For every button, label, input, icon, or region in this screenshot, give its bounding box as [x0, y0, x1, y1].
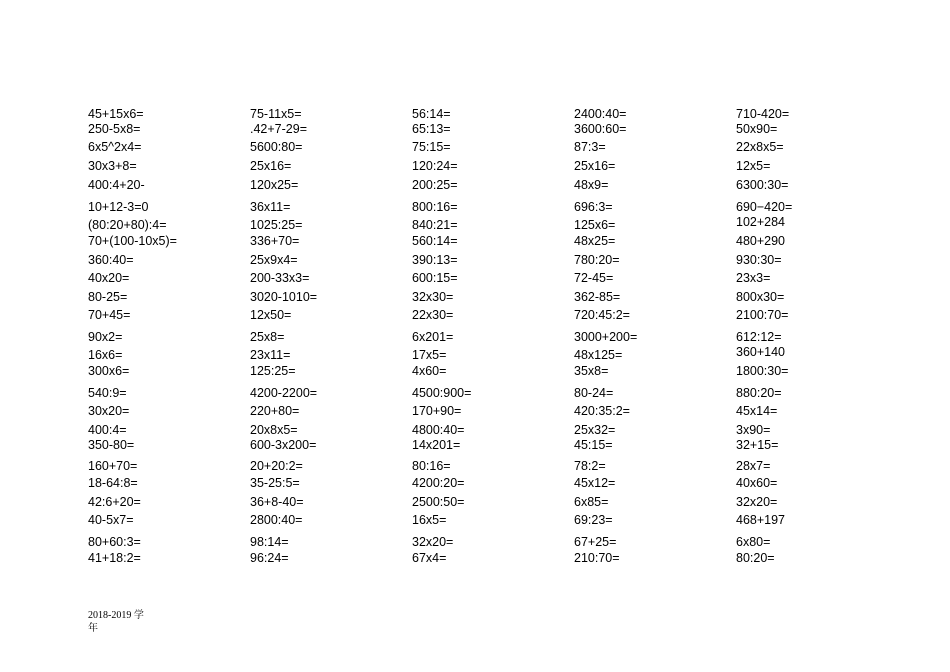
math-problem: 6x5^2x4=: [88, 140, 142, 154]
math-problem: 45x12=: [574, 476, 616, 490]
math-problem: 362-85=: [574, 290, 621, 304]
math-problem: 360:40=: [88, 253, 134, 267]
math-problem: 400:4=: [88, 423, 127, 437]
math-problem: 14x201=: [412, 438, 461, 452]
math-problem: 42:6+20=: [88, 495, 141, 509]
math-problem: 800:16=: [412, 200, 458, 214]
math-problem: 120:24=: [412, 159, 458, 173]
math-problem: 300x6=: [88, 364, 130, 378]
math-problem: 16x5=: [412, 513, 447, 527]
math-problem: 1800:30=: [736, 364, 789, 378]
math-problem: 32+15=: [736, 438, 779, 452]
math-problem: 17x5=: [412, 348, 447, 362]
math-problem: 18-64:8=: [88, 476, 138, 490]
math-problem: 420:35:2=: [574, 404, 630, 418]
math-problem: 35-25:5=: [250, 476, 300, 490]
math-problem: 4x60=: [412, 364, 447, 378]
math-problem: 35x8=: [574, 364, 609, 378]
math-problem: 125x6=: [574, 218, 616, 232]
math-problem: 6x201=: [412, 330, 454, 344]
math-problem: 12x50=: [250, 308, 292, 322]
math-problem: 840:21=: [412, 218, 458, 232]
math-problem: 3x90=: [736, 423, 771, 437]
math-problem: 67+25=: [574, 535, 617, 549]
math-problem: 4800:40=: [412, 423, 465, 437]
math-problem: 48x9=: [574, 178, 609, 192]
math-problem: 600-3x200=: [250, 438, 317, 452]
math-problem: 25x16=: [250, 159, 292, 173]
math-problem: 5600:80=: [250, 140, 303, 154]
math-problem: 65:13=: [412, 122, 451, 136]
math-problem: 6x85=: [574, 495, 609, 509]
math-problem: 25x8=: [250, 330, 285, 344]
math-problem: 56:14=: [412, 107, 451, 121]
math-problem: 75:15=: [412, 140, 451, 154]
math-problem: 90x2=: [88, 330, 123, 344]
problem-column: [250, 0, 410, 672]
math-problem: 3600:60=: [574, 122, 627, 136]
math-problem: 70+(100-10x5)=: [88, 234, 177, 248]
math-problem: 930:30=: [736, 253, 782, 267]
math-problem: 720:45:2=: [574, 308, 630, 322]
math-problem: 200-33x3=: [250, 271, 310, 285]
math-problem: 390:13=: [412, 253, 458, 267]
math-problem: 72-45=: [574, 271, 614, 285]
math-problem: 40-5x7=: [88, 513, 134, 527]
math-problem: 1025:25=: [250, 218, 303, 232]
math-problem: 336+70=: [250, 234, 300, 248]
math-problem: 560:14=: [412, 234, 458, 248]
math-problem: 80-24=: [574, 386, 614, 400]
math-problem: 36+8-40=: [250, 495, 304, 509]
problem-column: [574, 0, 734, 672]
math-problem: 160+70=: [88, 459, 138, 473]
math-problem: 710-420=: [736, 107, 790, 121]
footer-school-year: 2018-2019 学年: [88, 610, 144, 634]
math-problem: 125:25=: [250, 364, 296, 378]
math-problem: 120x25=: [250, 178, 299, 192]
math-problem: 23x11=: [250, 348, 291, 362]
math-problem: 780:20=: [574, 253, 620, 267]
math-problem: 360+140: [736, 345, 786, 359]
math-problem: 540:9=: [88, 386, 127, 400]
math-problem: 80:16=: [412, 459, 451, 473]
math-problem: 4500:900=: [412, 386, 472, 400]
math-problem: 696:3=: [574, 200, 613, 214]
math-problem: 32x20=: [412, 535, 454, 549]
math-problem: 210:70=: [574, 551, 620, 565]
problem-column: [412, 0, 572, 672]
math-problem: 98:14=: [250, 535, 289, 549]
math-problem: 25x32=: [574, 423, 616, 437]
math-problem: 75-11x5=: [250, 107, 302, 121]
math-problem: 87:3=: [574, 140, 606, 154]
math-problem: 200:25=: [412, 178, 458, 192]
math-problem: 400:4+20-: [88, 178, 145, 192]
math-problem: 2400:40=: [574, 107, 627, 121]
math-problem: 45+15x6=: [88, 107, 144, 121]
math-problem: 40x60=: [736, 476, 778, 490]
math-problem: 480+290: [736, 234, 786, 248]
math-problem: 80-25=: [88, 290, 128, 304]
math-problem: 80:20=: [736, 551, 775, 565]
math-problem: 69:23=: [574, 513, 613, 527]
math-problem: 250-5x8=: [88, 122, 141, 136]
math-problem: 48x125=: [574, 348, 623, 362]
math-problem: 2800:40=: [250, 513, 303, 527]
math-problem: 32x30=: [412, 290, 454, 304]
math-problem: .42+7-29=: [250, 122, 307, 136]
math-problem: 6x80=: [736, 535, 771, 549]
math-problem: 20x8x5=: [250, 423, 298, 437]
math-problem: 102+284: [736, 215, 786, 229]
math-problem: 170+90=: [412, 404, 462, 418]
math-problem: 30x3+8=: [88, 159, 137, 173]
math-problem: 800x30=: [736, 290, 785, 304]
math-problem: 41+18:2=: [88, 551, 141, 565]
math-problem: 50x90=: [736, 122, 778, 136]
math-problem: 70+45=: [88, 308, 131, 322]
math-problem: 4200-2200=: [250, 386, 318, 400]
math-problem: 45:15=: [574, 438, 613, 452]
math-problem: 48x25=: [574, 234, 616, 248]
math-problem: 23x3=: [736, 271, 771, 285]
math-problem: 80+60:3=: [88, 535, 141, 549]
math-problem: 16x6=: [88, 348, 123, 362]
math-problem: 28x7=: [736, 459, 771, 473]
math-problem: 690−420=: [736, 200, 793, 214]
math-problem: 30x20=: [88, 404, 130, 418]
math-problem: 20+20:2=: [250, 459, 303, 473]
math-problem: 78:2=: [574, 459, 606, 473]
math-problem: 96:24=: [250, 551, 289, 565]
math-problem: 600:15=: [412, 271, 458, 285]
math-problem: 468+197: [736, 513, 786, 527]
math-problem: 36x11=: [250, 200, 291, 214]
math-problem: 220+80=: [250, 404, 300, 418]
math-problem: 25x16=: [574, 159, 616, 173]
math-problem: 6300:30=: [736, 178, 789, 192]
math-problem: 67x4=: [412, 551, 447, 565]
math-problem: 45x14=: [736, 404, 778, 418]
math-problem: 40x20=: [88, 271, 130, 285]
problem-column: [88, 0, 248, 672]
math-problem: 880:20=: [736, 386, 782, 400]
math-problem: 2100:70=: [736, 308, 789, 322]
math-problem: 22x8x5=: [736, 140, 784, 154]
math-problem: 612:12=: [736, 330, 782, 344]
math-problem: (80:20+80):4=: [88, 218, 167, 232]
math-problem: 4200:20=: [412, 476, 465, 490]
math-problem: 32x20=: [736, 495, 778, 509]
math-problem: 25x9x4=: [250, 253, 298, 267]
problem-column: [736, 0, 896, 672]
math-problem: 10+12-3=0: [88, 200, 149, 214]
math-problem: 350-80=: [88, 438, 135, 452]
math-problem: 2500:50=: [412, 495, 465, 509]
math-problem: 3000+200=: [574, 330, 638, 344]
math-problem: 22x30=: [412, 308, 454, 322]
math-problem: 3020-1010=: [250, 290, 318, 304]
math-problem: 12x5=: [736, 159, 771, 173]
